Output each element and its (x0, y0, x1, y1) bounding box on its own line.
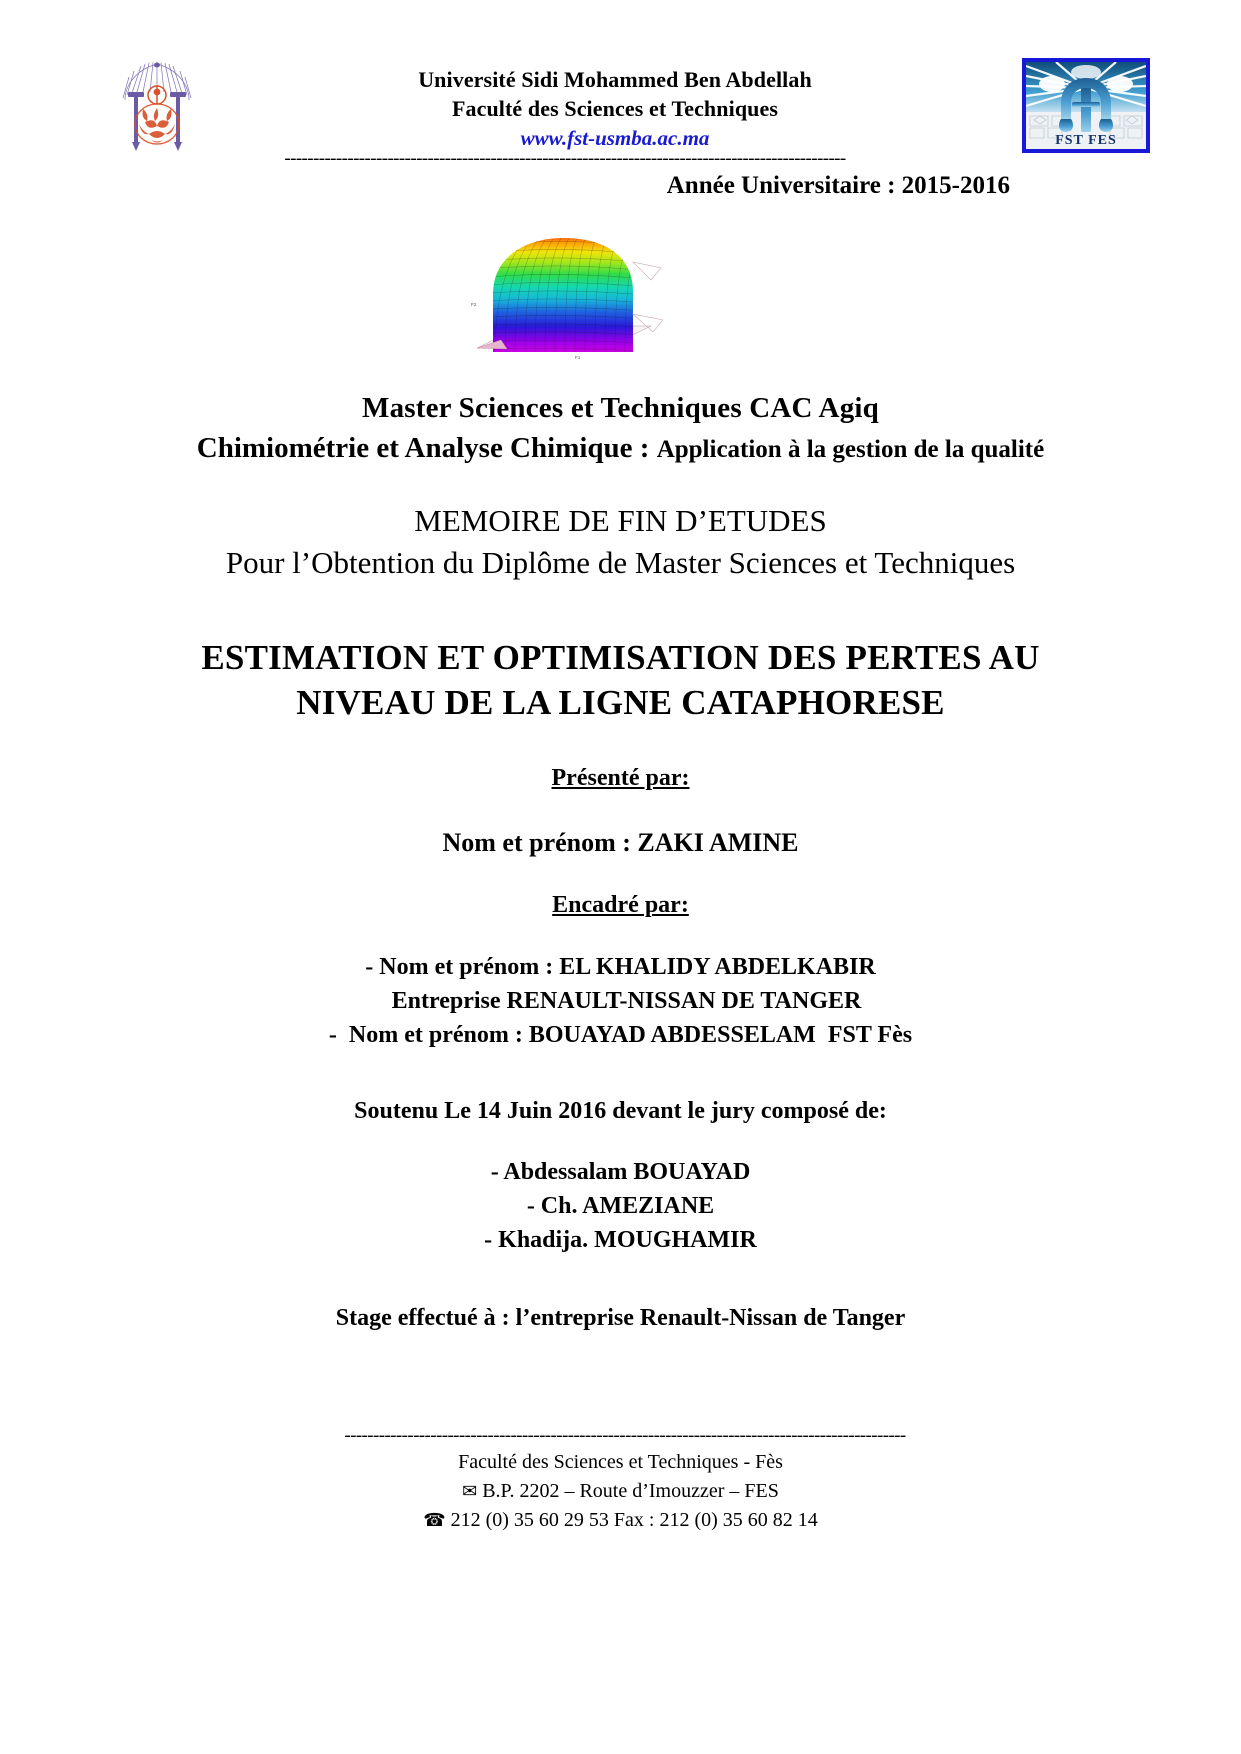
specialty-line (0, 432, 1241, 465)
footer-contact-row (0, 1506, 1241, 1535)
jury-member: - Khadija. MOUGHAMIR (484, 1227, 757, 1254)
thesis-title-line2: NIVEAU DE LA LIGNE CATAPHORESE (296, 682, 945, 722)
author-name: Nom et prénom : ZAKI AMINE (442, 828, 799, 857)
master-program-title: Master Sciences et Techniques CAC Agiq (362, 392, 879, 424)
jury-member: - Ch. AMEZIANE (526, 1193, 715, 1220)
mail-icon: ✉ (462, 1481, 478, 1501)
telephone-icon: ☎ (423, 1510, 446, 1530)
fst-fes-logo (1022, 58, 1150, 153)
academic-year: Année Universitaire : 2015-2016 (666, 172, 1010, 199)
document-type-line1: MEMOIRE DE FIN D’ETUDES (414, 503, 827, 538)
header-divider: -------------------------------------------------------------------------------------------------- (284, 148, 846, 169)
specialty-rest: Application à la gestion de la qualité (656, 436, 1045, 463)
university-name: Université Sidi Mohammed Ben Abdellah (418, 67, 812, 92)
internship-line: Stage effectué à : l’entreprise Renault-Nissan de Tanger (335, 1305, 906, 1331)
document-type-block (0, 500, 1241, 584)
supervised-by-label (0, 892, 1241, 919)
faculty-name: Faculté des Sciences et Techniques (451, 95, 779, 121)
presented-by-label (0, 765, 1241, 792)
figure-axis-label-f2: F2 (471, 302, 477, 307)
figure-axis-label-f1: F1 (575, 355, 581, 360)
supervisor-entry: Entreprise RENAULT-NISSAN DE TANGER (379, 988, 862, 1015)
supervisor-entry: - Nom et prénom : BOUAYAD ABDESSELAM FST Fès (328, 1022, 913, 1049)
svg-text:FST FES: FST FES (1055, 133, 1117, 148)
specialty-bold: Chimiométrie et Analyse Chimique : (196, 432, 657, 464)
thesis-title-line1: ESTIMATION ET OPTIMISATION DES PERTES AU (201, 638, 1040, 677)
defense-date-line: Soutenu Le 14 Juin 2016 devant le jury composé de: (354, 1098, 887, 1124)
footer-divider: -------------------------------------------------------------------------------------------------- (344, 1425, 906, 1446)
header-text-block (265, 66, 965, 152)
jury-member: - Abdessalam BOUAYAD (490, 1159, 751, 1185)
supervisor-list (0, 950, 1241, 1052)
response-surface-figure (455, 222, 670, 362)
footer-address: B.P. 2202 – Route d’Imouzzer – FES (482, 1480, 779, 1502)
footer-institution: Faculté des Sciences et Techniques - Fès (458, 1451, 783, 1473)
usmba-university-logo (105, 52, 210, 157)
footer-contact: 212 (0) 35 60 29 53 Fax : 212 (0) 35 60 82 14 (450, 1509, 818, 1531)
thesis-title (0, 636, 1241, 726)
supervisor-entry: - Nom et prénom : EL KHALIDY ABDELKABIR (365, 954, 876, 980)
document-type-line2: Pour l’Obtention du Diplôme de Master Sciences et Techniques (225, 544, 1016, 580)
presented-by-text: Présenté par: (551, 765, 690, 791)
faculty-website[interactable]: www.fst-usmba.ac.ma (520, 126, 710, 151)
supervised-by-text: Encadré par: (552, 892, 689, 918)
page-footer (0, 1448, 1241, 1535)
footer-address-row (0, 1477, 1241, 1506)
jury-list (0, 1155, 1241, 1257)
